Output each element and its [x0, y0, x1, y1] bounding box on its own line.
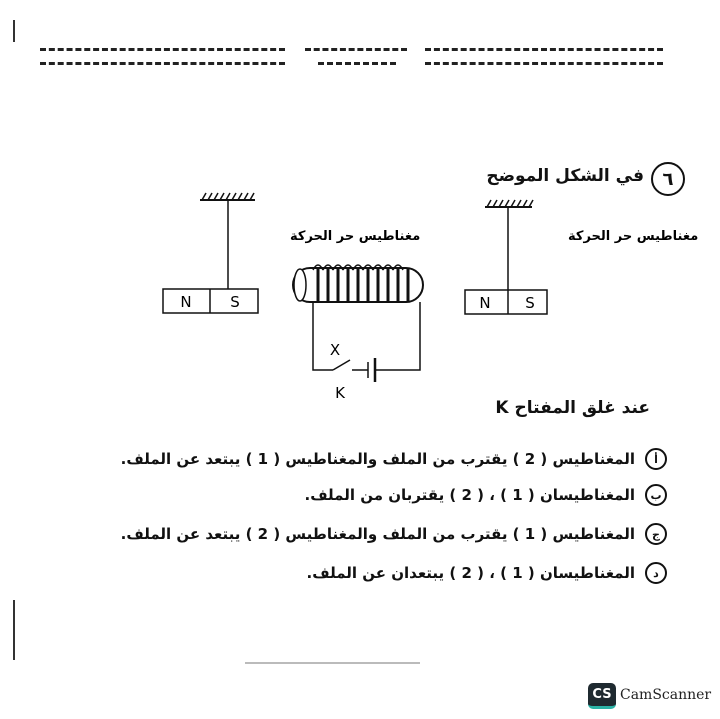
question-title: في الشكل الموضح — [486, 166, 644, 186]
option-c-marker: ج — [645, 523, 667, 545]
left-magnet-pole-n: N — [180, 293, 192, 311]
switch-label-x: X — [329, 341, 341, 359]
left-ceiling-support — [200, 193, 255, 289]
option-c[interactable] — [121, 523, 667, 545]
right-bar-magnet — [465, 290, 547, 314]
camscanner-logo-icon — [588, 683, 616, 709]
solenoid-coil — [293, 265, 423, 302]
switch-label-k: K — [335, 384, 345, 402]
option-d-marker: د — [645, 562, 667, 584]
scan-edge-mark — [13, 600, 15, 660]
right-magnet-label: مغناطيس حر الحركة — [568, 229, 699, 244]
question-prompt: عند غلق المفتاح K — [495, 398, 650, 418]
option-c-text: المغناطيس ( 1 ) يقترب من الملف والمغناطيس ( 2 ) يبتعد عن الملف. — [120, 525, 635, 543]
option-b[interactable] — [305, 484, 668, 506]
left-magnet-label: مغناطيس حر الحركة — [290, 229, 421, 244]
camscanner-watermark: CamScanner — [620, 687, 712, 703]
option-a-text: المغناطيس ( 2 ) يقترب من الملف والمغناطيس ( 1 ) يبتعد عن الملف. — [120, 450, 635, 468]
option-d[interactable] — [307, 562, 667, 584]
coil-magnets-diagram — [150, 190, 699, 402]
right-ceiling-support — [485, 200, 533, 290]
right-magnet-pole-s: S — [525, 294, 535, 312]
right-magnet-pole-n: N — [479, 294, 491, 312]
option-a-marker: أ — [645, 448, 667, 470]
footer-divider — [245, 662, 420, 664]
question-number-badge — [651, 162, 685, 196]
option-d-text: المغناطيسان ( 1 ) ، ( 2 ) يبتعدان عن الملف. — [306, 564, 635, 582]
left-bar-magnet — [163, 289, 258, 313]
question-number: ٦ — [662, 168, 674, 190]
option-a[interactable] — [121, 448, 667, 470]
scan-edge-mark — [13, 20, 15, 42]
camscanner-logo-text: CS — [592, 687, 612, 702]
left-magnet-pole-s: S — [230, 293, 240, 311]
option-b-marker: ب — [645, 484, 667, 506]
option-b-text: المغناطيسان ( 1 ) ، ( 2 ) يقتربان من الملف. — [304, 486, 635, 504]
